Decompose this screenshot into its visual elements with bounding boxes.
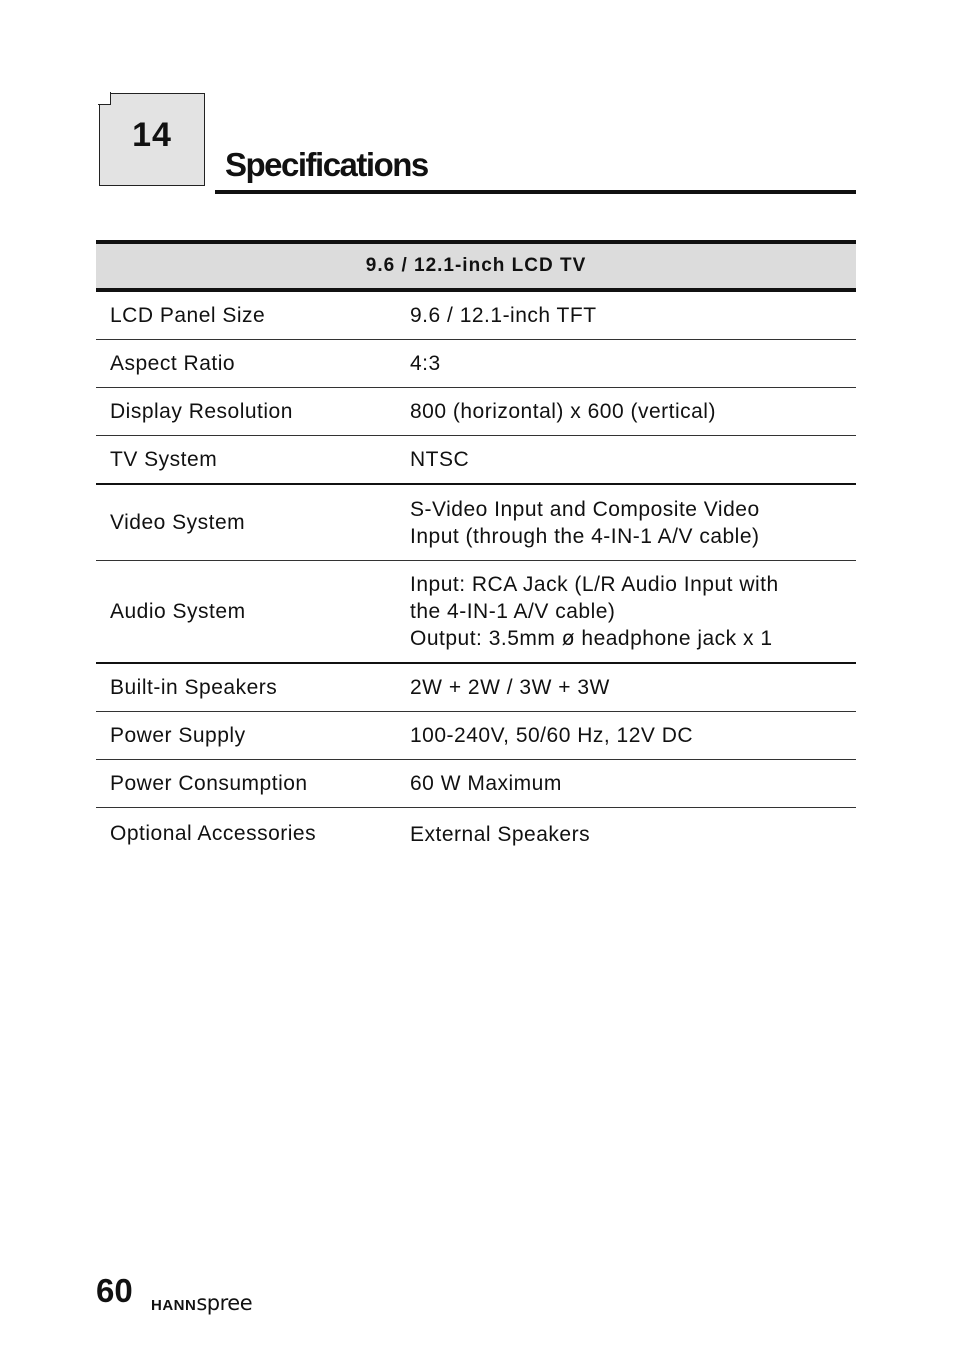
- page-number: 60: [96, 1272, 133, 1309]
- chapter-number-box: [99, 93, 205, 186]
- row-value-line: 100-240V, 50/60 Hz, 12V DC: [410, 724, 694, 747]
- row-label: Aspect Ratio: [110, 351, 236, 375]
- row-value: [410, 770, 856, 797]
- row-value: [410, 398, 856, 425]
- row-value-line: 4:3: [410, 352, 441, 375]
- row-label: Display Resolution: [110, 399, 293, 423]
- table-row: [96, 340, 856, 388]
- row-value: [410, 571, 856, 652]
- specifications-table: [96, 240, 856, 860]
- row-label: Power Supply: [110, 723, 246, 747]
- table-row: [96, 561, 856, 664]
- row-value-line: Output: 3.5mm ø headphone jack x 1: [410, 627, 773, 650]
- row-value-line: Input (through the 4-IN-1 A/V cable): [410, 524, 760, 548]
- row-label: TV System: [110, 447, 218, 471]
- row-value: [410, 446, 856, 473]
- brand-logo: [151, 1290, 252, 1316]
- row-value: [410, 496, 856, 550]
- row-value-line: Input: RCA Jack (L/R Audio Input with: [410, 573, 779, 596]
- row-value-line: 9.6 / 12.1-inch TFT: [410, 304, 597, 327]
- row-value: [410, 350, 856, 377]
- row-label: Built-in Speakers: [110, 675, 278, 699]
- row-value-line: External Speakers: [410, 822, 591, 846]
- row-label: Optional Accessories: [110, 822, 317, 845]
- row-value-line: S-Video Input and Composite Video: [410, 497, 760, 521]
- table-row: [96, 485, 856, 561]
- row-value: [410, 674, 856, 701]
- table-header: 9.6 / 12.1-inch LCD TV: [96, 240, 856, 292]
- table-row: [96, 808, 856, 860]
- table-row: [96, 292, 856, 340]
- table-row: [96, 664, 856, 712]
- row-value-line: 800 (horizontal) x 600 (vertical): [410, 400, 716, 423]
- chapter-number: 14: [132, 116, 172, 154]
- row-label: Power Consumption: [110, 771, 308, 795]
- row-value-line: the 4-IN-1 A/V cable): [410, 600, 616, 623]
- table-row: [96, 712, 856, 760]
- table-row: [96, 760, 856, 808]
- row-label: Video System: [110, 510, 246, 534]
- page-title: Specifications: [225, 146, 428, 183]
- table-row: [96, 388, 856, 436]
- chapter-box-notch: [98, 92, 111, 105]
- brand-logo-strong: HANN: [151, 1297, 197, 1314]
- row-value: [410, 722, 856, 749]
- row-label: LCD Panel Size: [110, 303, 266, 327]
- title-underline: [215, 190, 856, 194]
- row-value: [410, 302, 856, 329]
- row-value-line: 60 W Maximum: [410, 772, 562, 795]
- row-label: Audio System: [110, 599, 246, 623]
- table-row: [96, 436, 856, 485]
- row-value: [410, 821, 856, 848]
- row-value-line: 2W + 2W / 3W + 3W: [410, 676, 610, 699]
- brand-logo-light: spree: [196, 1291, 253, 1315]
- row-value-line: NTSC: [410, 448, 470, 471]
